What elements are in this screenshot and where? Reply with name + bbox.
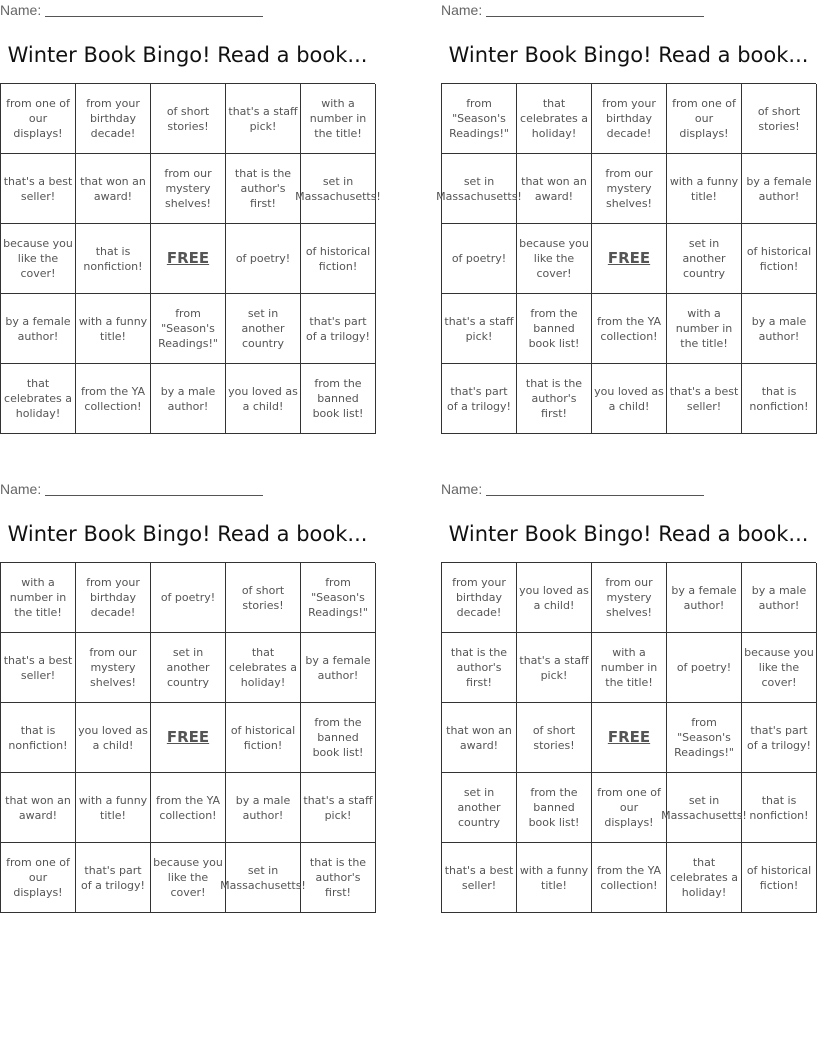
bingo-cell[interactable]: from "Season's Readings!" xyxy=(301,563,376,633)
bingo-cell[interactable]: that is the author's first! xyxy=(517,364,592,434)
free-space[interactable]: FREE xyxy=(592,224,667,294)
free-space[interactable]: FREE xyxy=(151,703,226,773)
bingo-grid xyxy=(0,83,381,434)
bingo-grid xyxy=(0,562,375,913)
name-field[interactable] xyxy=(441,0,816,20)
bingo-card-2 xyxy=(436,0,816,434)
card-title: Winter Book Bingo! Read a book... xyxy=(448,522,809,546)
bingo-cell[interactable]: that won an award! xyxy=(1,773,76,843)
bingo-cell[interactable]: with a funny title! xyxy=(76,294,151,364)
bingo-cell[interactable]: you loved as a child! xyxy=(517,563,592,633)
bingo-cell[interactable]: of historical fiction! xyxy=(226,703,301,773)
bingo-cell[interactable]: that is nonfiction! xyxy=(1,703,76,773)
bingo-cell[interactable]: that's part of a trilogy! xyxy=(301,294,376,364)
bingo-cell[interactable]: from our mystery shelves! xyxy=(592,563,667,633)
name-label: Name: xyxy=(0,2,42,18)
bingo-cell[interactable]: from the banned book list! xyxy=(301,703,376,773)
bingo-cell[interactable]: because you like the cover! xyxy=(151,843,226,913)
bingo-cell[interactable]: that is nonfiction! xyxy=(742,364,817,434)
bingo-cell[interactable]: from your birthday decade! xyxy=(442,563,517,633)
bingo-cell[interactable]: from one of our displays! xyxy=(1,843,76,913)
bingo-cell[interactable]: that's a best seller! xyxy=(667,364,742,434)
bingo-card-4 xyxy=(441,479,816,913)
bingo-cell[interactable]: that won an award! xyxy=(442,703,517,773)
name-line[interactable] xyxy=(45,2,263,17)
bingo-cell[interactable]: from the YA collection! xyxy=(151,773,226,843)
bingo-grid xyxy=(436,83,816,434)
card-title: Winter Book Bingo! Read a book... xyxy=(448,43,809,67)
bingo-grid xyxy=(441,562,816,913)
free-space[interactable]: FREE xyxy=(592,703,667,773)
bingo-cell[interactable]: with a funny title! xyxy=(517,843,592,913)
bingo-card-1 xyxy=(0,0,381,434)
bingo-cell[interactable]: that's a staff pick! xyxy=(517,633,592,703)
bingo-cell[interactable]: with a funny title! xyxy=(76,773,151,843)
bingo-cell[interactable]: that's part of a trilogy! xyxy=(742,703,817,773)
bingo-cell[interactable]: that's part of a trilogy! xyxy=(442,364,517,434)
name-line[interactable] xyxy=(45,481,263,496)
bingo-cell[interactable]: you loved as a child! xyxy=(226,364,301,434)
bingo-cell[interactable]: from your birthday decade! xyxy=(76,84,151,154)
bingo-cell[interactable]: that's a staff pick! xyxy=(301,773,376,843)
bingo-cell[interactable]: that is the author's first! xyxy=(301,843,376,913)
bingo-cell[interactable]: by a female author! xyxy=(667,563,742,633)
bingo-cell[interactable]: that is the author's first! xyxy=(226,154,301,224)
bingo-card-3 xyxy=(0,479,375,913)
bingo-cell[interactable]: from your birthday decade! xyxy=(592,84,667,154)
bingo-cell[interactable]: with a number in the title! xyxy=(592,633,667,703)
bingo-cell[interactable]: set in another country xyxy=(667,224,742,294)
bingo-cell[interactable]: of poetry! xyxy=(226,224,301,294)
bingo-cell[interactable]: by a male author! xyxy=(742,563,817,633)
bingo-cell[interactable]: by a female author! xyxy=(742,154,817,224)
bingo-cell[interactable]: because you like the cover! xyxy=(742,633,817,703)
name-label: Name: xyxy=(441,2,483,18)
bingo-cell[interactable]: set in Massachusetts! xyxy=(226,843,301,913)
bingo-cell[interactable]: of short stories! xyxy=(226,563,301,633)
bingo-cell[interactable]: with a number in the title! xyxy=(301,84,376,154)
bingo-cell[interactable]: set in another country xyxy=(442,773,517,843)
bingo-cell[interactable]: you loved as a child! xyxy=(76,703,151,773)
name-field[interactable] xyxy=(0,479,375,499)
bingo-cell[interactable]: from our mystery shelves! xyxy=(76,633,151,703)
bingo-cell[interactable]: that celebrates a holiday! xyxy=(1,364,76,434)
bingo-cell[interactable]: of historical fiction! xyxy=(742,224,817,294)
name-label: Name: xyxy=(0,481,42,497)
bingo-cell[interactable]: that won an award! xyxy=(76,154,151,224)
bingo-cell[interactable]: from the YA collection! xyxy=(592,843,667,913)
bingo-cell[interactable]: from the banned book list! xyxy=(517,294,592,364)
bingo-cell[interactable]: with a number in the title! xyxy=(667,294,742,364)
name-field[interactable] xyxy=(441,479,816,499)
bingo-cell[interactable]: from one of our displays! xyxy=(667,84,742,154)
bingo-cell[interactable]: from the YA collection! xyxy=(76,364,151,434)
name-line[interactable] xyxy=(486,481,704,496)
bingo-cell[interactable]: from one of our displays! xyxy=(1,84,76,154)
bingo-cell[interactable]: by a female author! xyxy=(301,633,376,703)
bingo-cell[interactable]: from "Season's Readings!" xyxy=(151,294,226,364)
bingo-cell[interactable]: with a number in the title! xyxy=(1,563,76,633)
bingo-cell[interactable]: from the banned book list! xyxy=(517,773,592,843)
bingo-cell[interactable]: that's a staff pick! xyxy=(442,294,517,364)
bingo-cell[interactable]: with a funny title! xyxy=(667,154,742,224)
bingo-cell[interactable]: from the YA collection! xyxy=(592,294,667,364)
bingo-cell[interactable]: because you like the cover! xyxy=(1,224,76,294)
bingo-cell[interactable]: by a male author! xyxy=(151,364,226,434)
bingo-cell[interactable]: that's part of a trilogy! xyxy=(76,843,151,913)
bingo-cell[interactable]: of historical fiction! xyxy=(301,224,376,294)
bingo-cell[interactable]: by a female author! xyxy=(1,294,76,364)
free-space[interactable]: FREE xyxy=(151,224,226,294)
bingo-cell[interactable]: of poetry! xyxy=(151,563,226,633)
bingo-cell[interactable]: from the banned book list! xyxy=(301,364,376,434)
name-line[interactable] xyxy=(486,2,704,17)
bingo-cell[interactable]: from "Season's Readings!" xyxy=(667,703,742,773)
bingo-cell[interactable]: that's a staff pick! xyxy=(226,84,301,154)
bingo-cell[interactable]: that is the author's first! xyxy=(442,633,517,703)
bingo-cell[interactable]: of short stories! xyxy=(151,84,226,154)
name-field[interactable] xyxy=(0,0,375,20)
bingo-cell[interactable]: by a male author! xyxy=(742,294,817,364)
bingo-cell[interactable]: set in Massachusetts! xyxy=(301,154,376,224)
bingo-cell[interactable]: from your birthday decade! xyxy=(76,563,151,633)
bingo-cell[interactable]: set in another country xyxy=(226,294,301,364)
bingo-cell[interactable]: of short stories! xyxy=(517,703,592,773)
bingo-cell[interactable]: from one of our displays! xyxy=(592,773,667,843)
bingo-cell[interactable]: of poetry! xyxy=(442,224,517,294)
bingo-cell[interactable]: set in another country xyxy=(151,633,226,703)
bingo-cell[interactable]: by a male author! xyxy=(226,773,301,843)
bingo-cell[interactable]: that's a best seller! xyxy=(1,154,76,224)
name-label: Name: xyxy=(441,481,483,497)
bingo-cell[interactable]: because you like the cover! xyxy=(517,224,592,294)
bingo-cell[interactable]: that won an award! xyxy=(517,154,592,224)
bingo-cell[interactable]: that is nonfiction! xyxy=(742,773,817,843)
card-title: Winter Book Bingo! Read a book... xyxy=(7,43,368,67)
card-title: Winter Book Bingo! Read a book... xyxy=(7,522,368,546)
bingo-cell[interactable]: set in Massachusetts! xyxy=(442,154,517,224)
bingo-cell[interactable]: that celebrates a holiday! xyxy=(226,633,301,703)
bingo-cell[interactable]: that celebrates a holiday! xyxy=(517,84,592,154)
bingo-cell[interactable]: of short stories! xyxy=(742,84,817,154)
bingo-cell[interactable]: from "Season's Readings!" xyxy=(442,84,517,154)
bingo-cell[interactable]: that's a best seller! xyxy=(442,843,517,913)
bingo-cell[interactable]: from our mystery shelves! xyxy=(592,154,667,224)
bingo-cell[interactable]: from our mystery shelves! xyxy=(151,154,226,224)
bingo-cell[interactable]: that's a best seller! xyxy=(1,633,76,703)
bingo-cell[interactable]: of poetry! xyxy=(667,633,742,703)
bingo-cell[interactable]: that celebrates a holiday! xyxy=(667,843,742,913)
bingo-cell[interactable]: of historical fiction! xyxy=(742,843,817,913)
bingo-cell[interactable]: you loved as a child! xyxy=(592,364,667,434)
bingo-cell[interactable]: that is nonfiction! xyxy=(76,224,151,294)
bingo-cell[interactable]: set in Massachusetts! xyxy=(667,773,742,843)
